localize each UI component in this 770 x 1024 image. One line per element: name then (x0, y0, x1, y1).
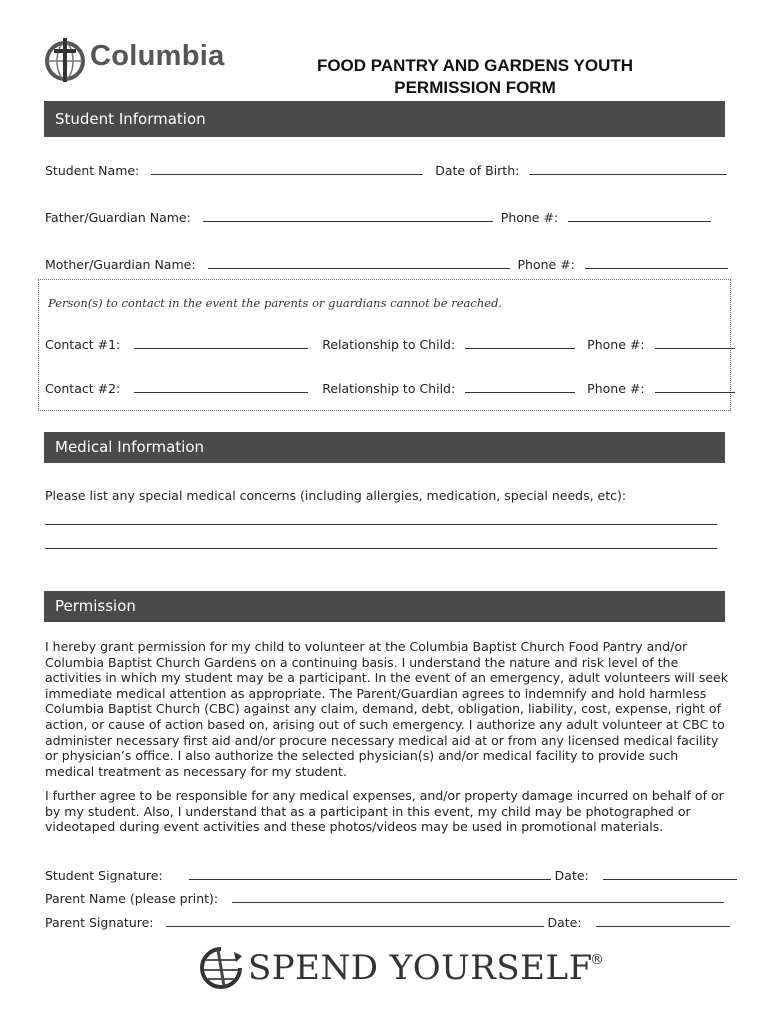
form-title-line2: PERMISSION FORM (394, 78, 556, 97)
parent-signature-label: Parent Signature: (45, 915, 154, 930)
medical-line-1[interactable] (45, 524, 717, 525)
student-signature-field[interactable] (189, 867, 551, 880)
contact1-row (45, 336, 735, 352)
contact-note: Person(s) to contact in the event the parents or guardians cannot be reached. (48, 296, 503, 310)
father-label: Father/Guardian Name: (45, 210, 191, 225)
contact1-field[interactable] (134, 336, 308, 349)
mother-row (45, 256, 728, 272)
contact2-label: Contact #2: (45, 381, 121, 396)
spend-yourself-globe-icon (198, 946, 244, 990)
parent-signature-row (45, 914, 730, 930)
father-row (45, 209, 711, 225)
mother-name-field[interactable] (208, 256, 510, 269)
student-signature-label: Student Signature: (45, 868, 163, 883)
permission-header: Permission (44, 591, 725, 622)
parent-name-row (45, 890, 724, 906)
permission-paragraph-1: I hereby grant permission for my child to volunteer at the Columbia Baptist Church Food Pantry and/or Columbia Baptist Church Gardens on a continuing basis. I understand the nature and risk level of the activities in which my student may be a participant. In the event of an emergency, adult volunteers will seek immediate medical attention as appropriate. The Parent/Guardian agrees to indemnify and hold harmless Columbia Baptist Church (CBC) against any claim, demand, debt, obligation, liability, cost, expense, right of action, or cause of action based on, arising out of such emergency. I authorize any adult volunteer at CBC to administer necessary first aid and/or procure necessary medical aid at or from any licensed medical facility or physician’s office. I also authorize the selected physician(s) and/or medical facility to provide such medical treatment as necessary for my student. (45, 639, 728, 779)
medical-line-2[interactable] (45, 548, 717, 549)
registered-mark: ® (590, 952, 604, 968)
parent-name-label: Parent Name (please print): (45, 891, 219, 906)
mother-label: Mother/Guardian Name: (45, 257, 196, 272)
student-date-label: Date: (554, 868, 589, 883)
parent-name-field[interactable] (232, 890, 724, 903)
spend-yourself-wordmark: SPEND YOURSELF (248, 948, 593, 988)
dob-field[interactable] (529, 162, 727, 175)
contact1-label: Contact #1: (45, 337, 121, 352)
medical-prompt: Please list any special medical concerns (including allergies, medication, special needs, etc): (45, 488, 627, 503)
contact2-relationship-field[interactable] (465, 380, 575, 393)
contact1-relationship-label: Relationship to Child: (322, 337, 456, 352)
father-name-field[interactable] (203, 209, 493, 222)
mother-phone-field[interactable] (585, 256, 728, 269)
dob-label: Date of Birth: (435, 163, 520, 178)
student-name-row (45, 162, 727, 178)
contact1-relationship-field[interactable] (465, 336, 575, 349)
student-date-field[interactable] (603, 867, 737, 880)
contact2-relationship-label: Relationship to Child: (322, 381, 456, 396)
student-signature-row (45, 867, 737, 883)
parent-signature-field[interactable] (166, 914, 544, 927)
student-name-field[interactable] (151, 162, 423, 175)
permission-paragraph-2: I further agree to be responsible for any medical expenses, and/or property damage incurred on behalf of or by my student. Also, I understand that as a participant in this event, my child may be photographed or videotaped during event activities and these photos/videos may be used in promotional materials. (45, 788, 724, 835)
mother-phone-label: Phone #: (517, 257, 575, 272)
father-phone-label: Phone #: (500, 210, 559, 225)
contact2-phone-field[interactable] (655, 380, 735, 393)
student-info-header: Student Information (44, 101, 725, 137)
logo-wordmark: Columbia (90, 40, 225, 72)
contact1-phone-field[interactable] (655, 336, 735, 349)
globe-cross-icon (44, 38, 86, 82)
parent-date-field[interactable] (596, 914, 730, 927)
contact2-row (45, 380, 735, 396)
form-title-line1: FOOD PANTRY AND GARDENS YOUTH (316, 56, 634, 75)
contact1-phone-label: Phone #: (587, 337, 645, 352)
father-phone-field[interactable] (568, 209, 711, 222)
student-name-label: Student Name: (45, 163, 140, 178)
medical-info-header: Medical Information (44, 432, 725, 463)
contact2-phone-label: Phone #: (587, 381, 645, 396)
parent-date-label: Date: (547, 915, 582, 930)
contact2-field[interactable] (134, 380, 308, 393)
